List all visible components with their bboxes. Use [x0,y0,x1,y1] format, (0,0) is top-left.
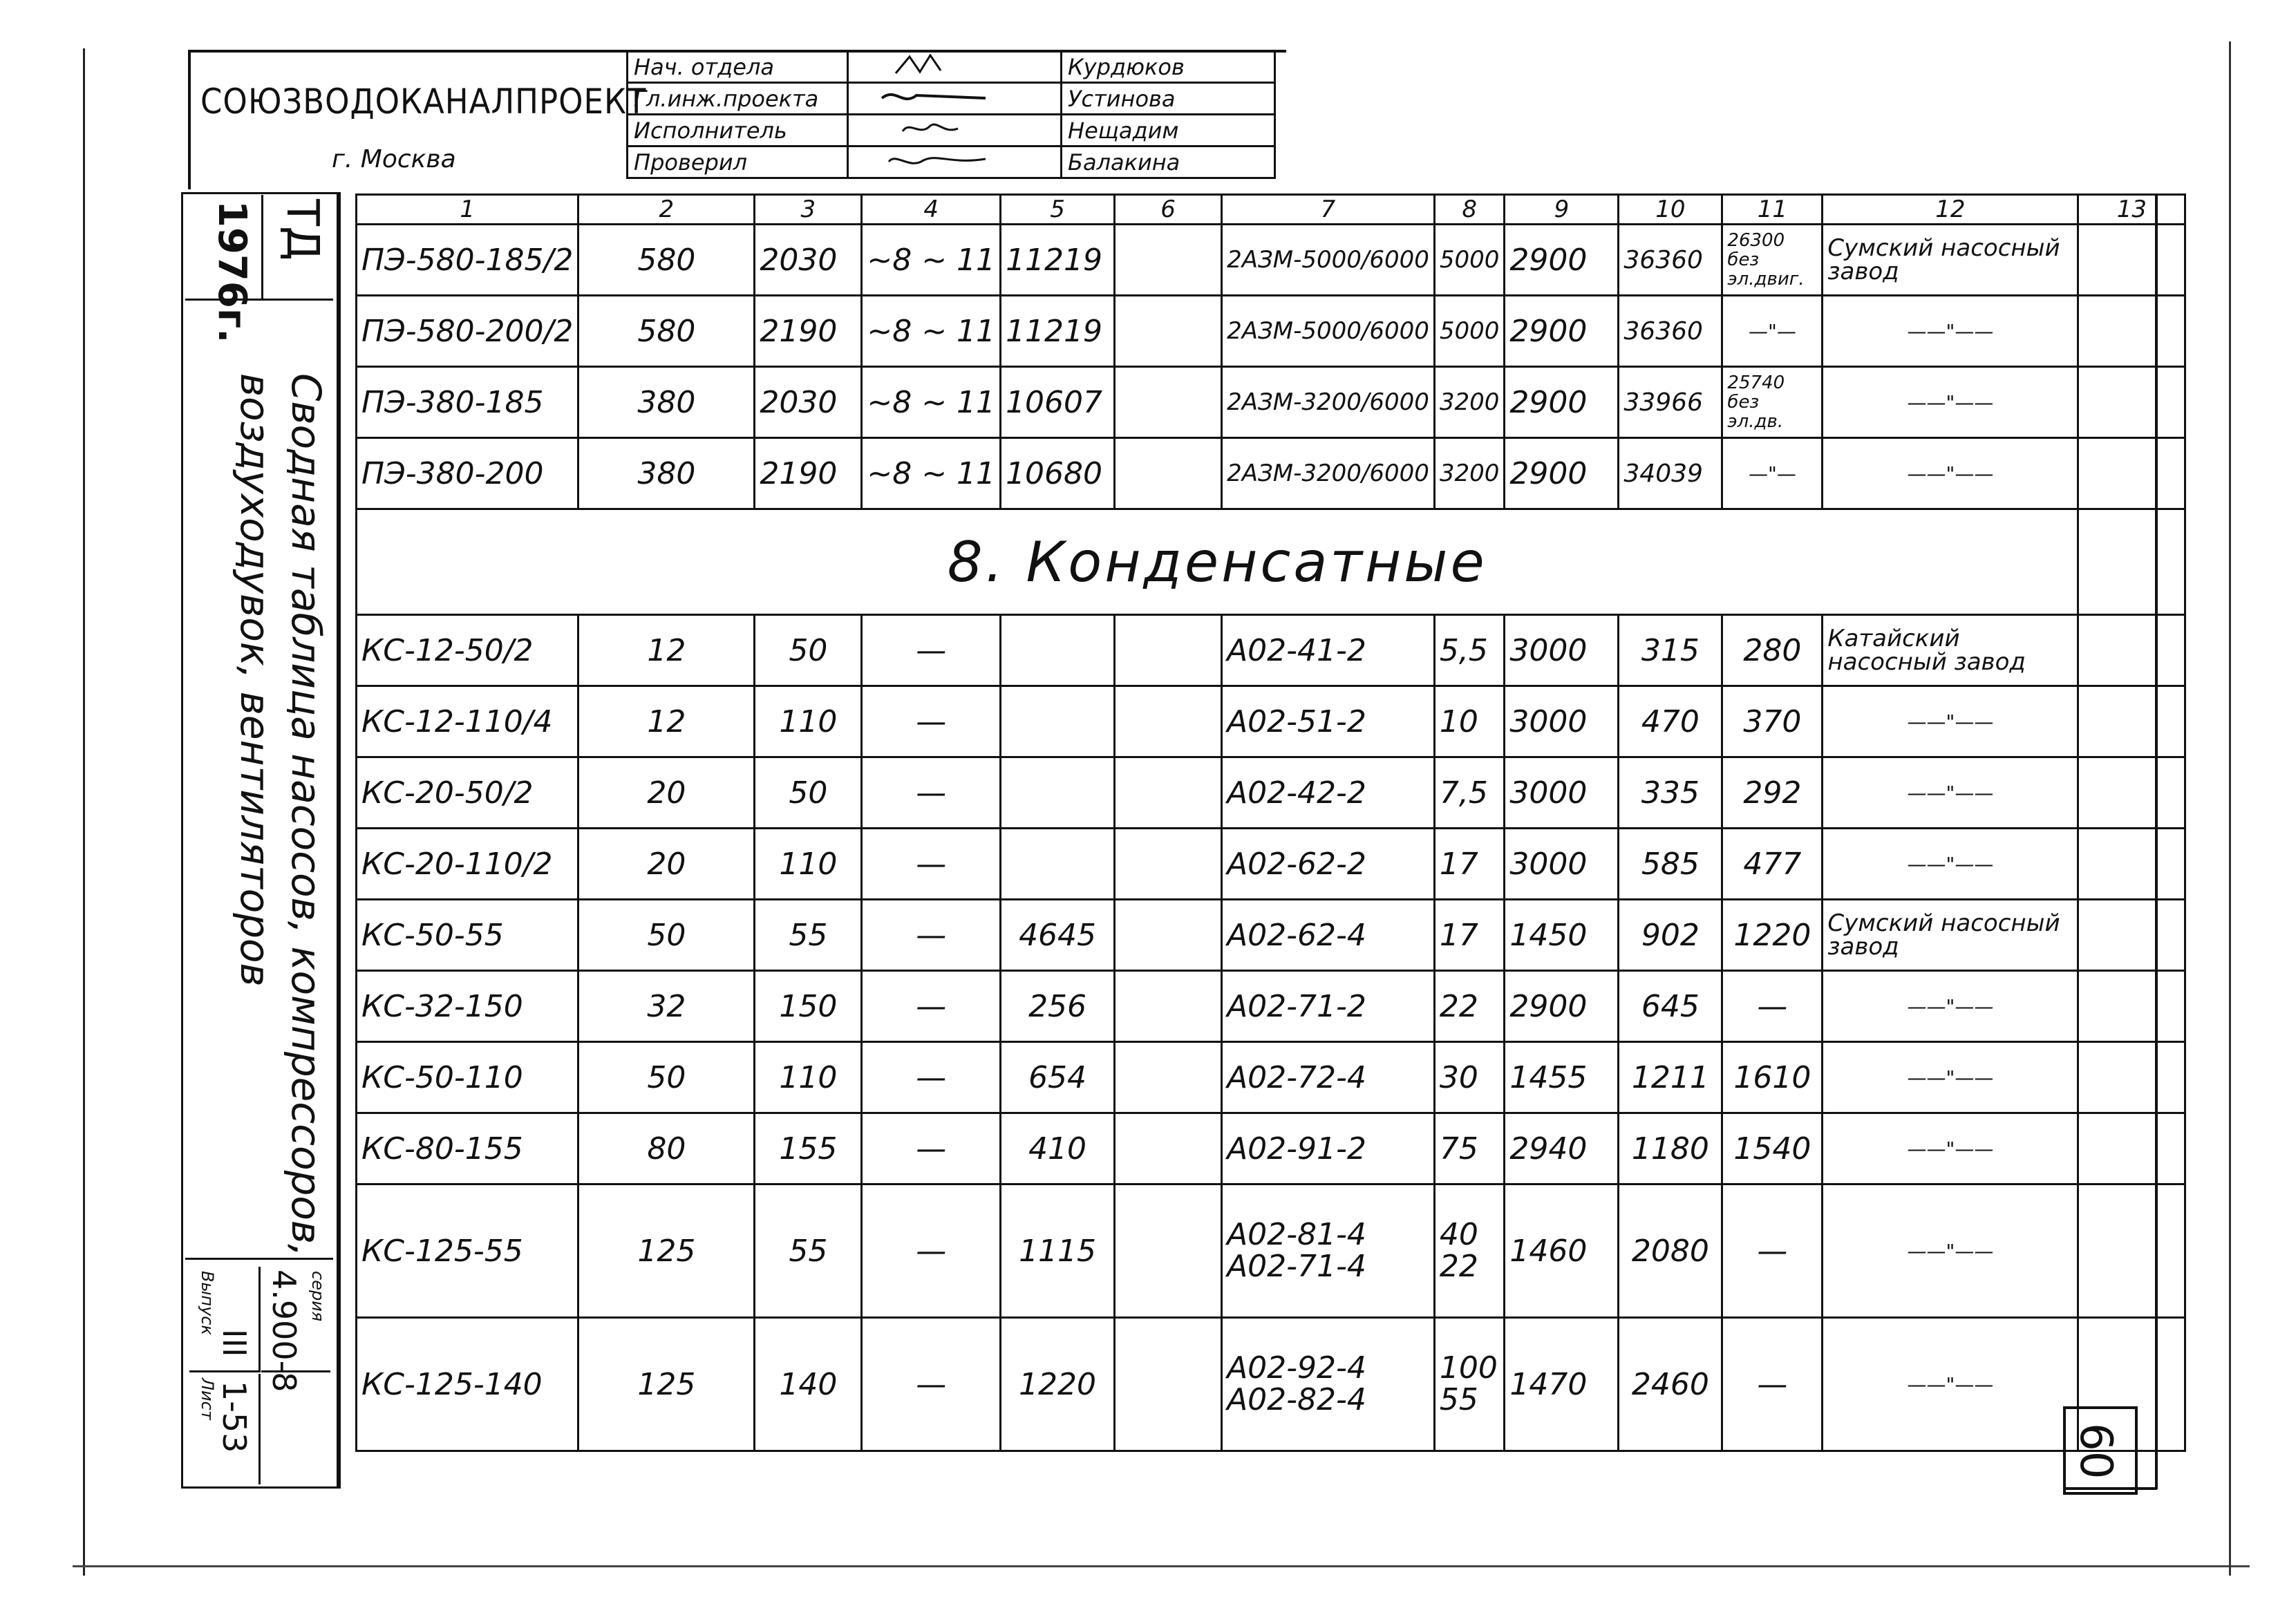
signature-row [628,147,1275,178]
signature-role: Исполнитель [628,115,848,147]
cell [2078,615,2185,686]
cell: 17 [1434,829,1505,900]
cell: 902 [1619,900,1722,971]
ditto-mark: ——"—— [1823,971,2078,1042]
ditto-mark: ——"—— [1823,829,2078,900]
cell: 1220 [1722,900,1823,971]
cell: 2940 [1505,1113,1619,1184]
cell: 1540 [1722,1113,1823,1184]
cell: 5000 [1434,225,1505,296]
motor-model-pair [1222,1184,1435,1318]
series-block [185,1258,333,1486]
cell: 470 [1619,686,1722,757]
column-header: 7 [1222,195,1435,225]
cell: ~8 ~ 11 [862,296,1001,367]
code-box [261,195,333,301]
series-value: 4.900-8 [265,1269,303,1392]
cell: 100 [1439,1350,1498,1386]
motor-model: А02-81-4 [1227,1217,1366,1252]
signature-role: Нач. отдела [628,51,848,83]
cell: 10607 [1001,367,1115,438]
motor-model: А02-62-2 [1222,829,1435,900]
pump-model: ПЭ-380-185 [357,367,578,438]
cell: 2900 [1505,296,1619,367]
cell: — [862,757,1001,829]
table-row [357,829,2185,900]
ditto-mark: ——"—— [1823,296,2078,367]
cell [2078,971,2185,1042]
cell [2078,686,2185,757]
signature-cell [848,51,1062,83]
cell: — [862,686,1001,757]
motor-model: А02-42-2 [1222,757,1435,829]
cell: 140 [755,1318,862,1451]
motor-model: А02-62-4 [1222,900,1435,971]
column-header: 4 [862,195,1001,225]
motor-model-pair [1222,1318,1435,1451]
cell [1001,757,1115,829]
cell: — [862,1318,1001,1451]
table-row [357,1184,2185,1318]
cell: 2900 [1505,971,1619,1042]
motor-model: А02-91-2 [1222,1113,1435,1184]
column-header: 11 [1722,195,1823,225]
section-row [357,509,2185,615]
cell: 256 [1001,971,1115,1042]
cell: — [862,900,1001,971]
ditto-mark: ——"—— [1823,367,2078,438]
page-number-box [2063,1406,2138,1495]
cell: 20 [578,757,755,829]
cell [1115,686,1222,757]
cell: 55 [755,1184,862,1318]
cell: 1455 [1505,1042,1619,1113]
signature-row [628,115,1275,147]
cell: 2900 [1505,225,1619,296]
signatures-table [626,50,1276,179]
cell: 34039 [1619,438,1722,509]
cell [2078,509,2185,615]
cell [1001,615,1115,686]
cell: 2190 [755,296,862,367]
series-label: серия [308,1271,328,1322]
cell: — [1722,1318,1823,1451]
pump-model: КС-50-55 [357,900,578,971]
cell: 110 [755,1042,862,1113]
cell: 80 [578,1113,755,1184]
cell: 36360 [1619,225,1722,296]
signature-row [628,51,1275,83]
cell [1115,296,1222,367]
cell: 3200 [1434,367,1505,438]
cell [1115,1113,1222,1184]
cell [2078,900,2185,971]
cell: 25740 без эл.дв. [1722,367,1823,438]
cell [1115,1318,1222,1451]
power-pair [1434,1318,1505,1451]
issue-label-box [189,1267,261,1372]
pump-model: ПЭ-380-200 [357,438,578,509]
cell: 50 [578,900,755,971]
frame-bottom-line [73,1565,2250,1567]
page-number-base-line [2063,1487,2157,1490]
cell: 40 [1439,1217,1478,1252]
cell: 12 [578,615,755,686]
cell [1115,971,1222,1042]
cell [1115,367,1222,438]
cell: 2030 [755,367,862,438]
table-row [357,686,2185,757]
cell: 50 [755,757,862,829]
issue-value: III [216,1329,253,1357]
pump-model: ПЭ-580-200/2 [357,296,578,367]
cell: 280 [1722,615,1823,686]
cell: 36360 [1619,296,1722,367]
cell: 7,5 [1434,757,1505,829]
signature-scribble [854,86,992,106]
table-row [357,757,2185,829]
motor-model: А02-41-2 [1222,615,1435,686]
cell [1115,225,1222,296]
table-row [357,225,2185,296]
cell: 55 [755,900,862,971]
cell: 3200 [1434,438,1505,509]
pump-model: КС-80-155 [357,1113,578,1184]
signature-name: Устинова [1062,83,1275,115]
cell: 150 [755,971,862,1042]
issue-label: Выпуск [198,1271,217,1335]
table-row [357,1042,2185,1113]
cell: 477 [1722,829,1823,900]
manufacturer: Катайский насосный завод [1823,615,2078,686]
cell [1001,829,1115,900]
cell: 292 [1722,757,1823,829]
signature-name: Курдюков [1062,51,1275,83]
pump-model: КС-50-110 [357,1042,578,1113]
cell [1115,829,1222,900]
cell: 30 [1434,1042,1505,1113]
signature-cell [848,83,1062,115]
pump-model: КС-20-110/2 [357,829,578,900]
motor-model: А02-82-4 [1227,1382,1366,1417]
signature-row [628,83,1275,115]
signature-cell [848,147,1062,178]
cell [1115,1184,1222,1318]
column-header: 12 [1823,195,2078,225]
cell: 22 [1434,971,1505,1042]
sheet-value: 1-53 [216,1381,253,1453]
motor-model: 2АЗМ-3200/6000 [1222,367,1435,438]
cell: 22 [1439,1249,1478,1284]
cell [2078,757,2185,829]
cell: 3000 [1505,829,1619,900]
cell: 410 [1001,1113,1115,1184]
ditto-mark: ——"—— [1823,686,2078,757]
cell: 1460 [1505,1184,1619,1318]
cell: 20 [578,829,755,900]
cell: 2080 [1619,1184,1722,1318]
table-row [357,367,2185,438]
cell: 585 [1619,829,1722,900]
cell: 315 [1619,615,1722,686]
cell: — [862,1042,1001,1113]
ditto-mark: ——"—— [1823,1113,2078,1184]
document-title: Сводная таблица насосов, компрессоров, воздуходувок, вентиляторов [232,373,330,1257]
cell: 1211 [1619,1042,1722,1113]
cell: 3000 [1505,615,1619,686]
ditto-mark: —"— [1722,296,1823,367]
motor-model: А02-72-4 [1222,1042,1435,1113]
column-header: 8 [1434,195,1505,225]
cell: 2900 [1505,367,1619,438]
signature-cell [848,115,1062,147]
cell [1115,757,1222,829]
cell: 50 [578,1042,755,1113]
cell: 380 [578,438,755,509]
power-pair [1434,1184,1505,1318]
cell: — [1722,971,1823,1042]
cell: 580 [578,296,755,367]
signature-name: Балакина [1062,147,1275,178]
cell: — [862,1184,1001,1318]
cell [1115,438,1222,509]
table-row [357,1318,2185,1451]
cell: 2030 [755,225,862,296]
cell: 5000 [1434,296,1505,367]
cell: — [862,829,1001,900]
manufacturer: Сумский насосный завод [1823,900,2078,971]
motor-model: А02-71-4 [1227,1249,1366,1284]
ditto-mark: ——"—— [1823,1318,2078,1451]
motor-model: 2АЗМ-5000/6000 [1222,225,1435,296]
cell: 12 [578,686,755,757]
column-header: 1 [357,195,578,225]
signature-role: Проверил [628,147,848,178]
motor-model: 2АЗМ-5000/6000 [1222,296,1435,367]
signature-scribble [854,117,992,138]
organization-city: г. Москва [332,145,456,173]
sheet-label-box [189,1374,261,1484]
ditto-mark: ——"—— [1823,438,2078,509]
cell: 1115 [1001,1184,1115,1318]
pumps-table [355,193,2186,1452]
frame-right-line [2229,41,2231,1576]
cell [2078,225,2185,296]
year-box [185,195,263,343]
pump-model: КС-20-50/2 [357,757,578,829]
cell: — [1722,1184,1823,1318]
cell: — [862,615,1001,686]
cell: 17 [1434,900,1505,971]
cell: 4645 [1001,900,1115,971]
section-title: 8. Конденсатные [357,509,2078,615]
series-extension-box [261,1374,330,1484]
cell: ~8 ~ 11 [862,225,1001,296]
motor-model: 2АЗМ-3200/6000 [1222,438,1435,509]
table-row [357,438,2185,509]
cell: 2460 [1619,1318,1722,1451]
motor-model: А02-71-2 [1222,971,1435,1042]
cell: 33966 [1619,367,1722,438]
cell: 580 [578,225,755,296]
cell: 55 [1439,1382,1478,1417]
cell: 125 [578,1184,755,1318]
cell: 26300 без эл.двиг. [1722,225,1823,296]
cell: 10 [1434,686,1505,757]
cell: 654 [1001,1042,1115,1113]
table-row [357,900,2185,971]
column-header: 6 [1115,195,1222,225]
cell: 11219 [1001,296,1115,367]
column-header: 10 [1619,195,1722,225]
cell: ~8 ~ 11 [862,367,1001,438]
cell: 50 [755,615,862,686]
ditto-mark: ——"—— [1823,1042,2078,1113]
cell: 155 [755,1113,862,1184]
pump-model: КС-12-110/4 [357,686,578,757]
pump-model: КС-12-50/2 [357,615,578,686]
signature-role: Гл.инж.проекта [628,83,848,115]
table-row [357,296,2185,367]
signature-name: Нещадим [1062,115,1275,147]
table-row [357,1113,2185,1184]
table-right-border [2155,193,2158,1489]
pump-model: КС-125-140 [357,1318,578,1451]
column-header: 9 [1505,195,1619,225]
pump-model: КС-32-150 [357,971,578,1042]
cell: 1470 [1505,1318,1619,1451]
signature-scribble [854,149,992,170]
cell: 1180 [1619,1113,1722,1184]
year-text: 1976г. [209,200,254,343]
motor-model: А02-51-2 [1222,686,1435,757]
cell: 370 [1722,686,1823,757]
ditto-mark: ——"—— [1823,1184,2078,1318]
cell [1115,900,1222,971]
cell: 1450 [1505,900,1619,971]
ditto-mark: ——"—— [1823,757,2078,829]
ditto-mark: —"— [1722,438,1823,509]
pump-model: КС-125-55 [357,1184,578,1318]
column-header: 13 [2078,195,2185,225]
cell: 1220 [1001,1318,1115,1451]
cell: 10680 [1001,438,1115,509]
page-number: 60 [2070,1423,2121,1480]
cell [2078,296,2185,367]
cell: 3000 [1505,686,1619,757]
cell: 11219 [1001,225,1115,296]
cell: 645 [1619,971,1722,1042]
column-header: 3 [755,195,862,225]
cell: 2900 [1505,438,1619,509]
code-text: ТД [276,199,328,261]
cell [1001,686,1115,757]
cell [2078,367,2185,438]
column-header: 5 [1001,195,1115,225]
organization-name: СОЮЗВОДОКАНАЛПРОЕКТ [200,82,647,122]
cell: — [862,1113,1001,1184]
sheet-label: Лист [198,1378,217,1420]
cell: 380 [578,367,755,438]
cell: 335 [1619,757,1722,829]
cell [2078,1042,2185,1113]
signature-scribble [854,54,992,75]
cell: 5,5 [1434,615,1505,686]
cell: 2190 [755,438,862,509]
column-header: 2 [578,195,755,225]
cell [2078,829,2185,900]
cell: 3000 [1505,757,1619,829]
series-label-box [261,1267,330,1392]
cell: 110 [755,829,862,900]
pump-model: ПЭ-580-185/2 [357,225,578,296]
cell: 110 [755,686,862,757]
cell: 1610 [1722,1042,1823,1113]
motor-model: А02-92-4 [1227,1350,1366,1386]
cell: 75 [1434,1113,1505,1184]
table-row [357,615,2185,686]
cell: 32 [578,971,755,1042]
cell: 125 [578,1318,755,1451]
cell: — [862,971,1001,1042]
cell [2078,1184,2185,1318]
cell [2078,1113,2185,1184]
cell: ~8 ~ 11 [862,438,1001,509]
manufacturer: Сумский насосный завод [1823,225,2078,296]
cell [1115,615,1222,686]
column-numbers-row [357,195,2185,225]
cell [1115,1042,1222,1113]
table-row [357,971,2185,1042]
cell [2078,438,2185,509]
